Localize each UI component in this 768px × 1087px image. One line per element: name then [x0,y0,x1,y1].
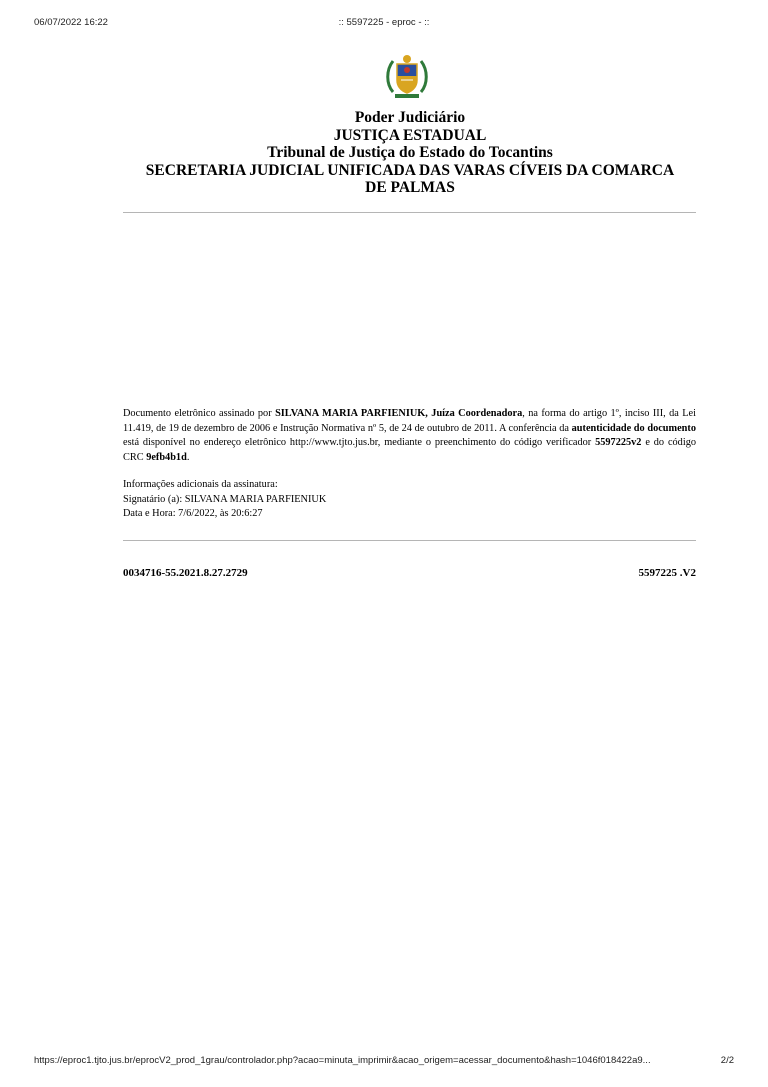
print-footer [34,1055,734,1069]
additional-info-heading: Informações adicionais da assinatura: [123,479,278,490]
document-version: 5597225 .V2 [638,567,696,579]
secretariat-title-cont: DE PALMAS [365,179,455,196]
print-url: https://eproc1.tjto.jus.br/eprocV2_prod_1grau/controlador.php?acao=minuta_imprimir&acao_origem=acessar_documento&hash=1046f018422a9... [34,1055,651,1066]
process-info-row [123,567,696,583]
process-number: 0034716-55.2021.8.27.2729 [123,567,248,579]
page-number: 2/2 [720,1055,734,1066]
emblem-star [403,55,411,63]
header-divider [123,212,696,213]
signatory-line: Signatário (a): SILVANA MARIA PARFIENIUK [123,493,327,505]
verifier-code: 5597225v2 [595,437,642,449]
crc-code: 9efb4b1d [146,452,187,464]
footer-divider [123,540,696,541]
electronic-signature-text: Documento eletrônico assinado por SILVANA MARIA PARFIENIUK, Juíza Coordenadora, na forma do artigo 1º, inciso III, da Lei 11.419, de 19 de dezembro de 2006 e Instrução Normativa nº 5, de 24 de outubro de 2011. A conferência da autenticidade do documento está disponível no endereço eletrônico http://www.tjto.jus.br, mediante o preenchimento do código verificador 5597225v2 e do código CRC 9efb4b1d. [123,408,696,464]
authenticity-label: autenticidade do documento [571,422,696,434]
emblem-right-laurel [421,61,426,92]
additional-signature-info [123,478,696,522]
state-justice-title: JUSTIÇA ESTADUAL [333,126,487,144]
emblem-ribbon [395,94,419,98]
secretariat-title: SECRETARIA JUDICIAL UNIFICADA DAS VARAS CÍVEIS DA COMARCA [145,161,675,179]
emblem-left-laurel [388,61,393,92]
print-datetime: 06/07/2022 16:22 [34,17,108,28]
court-emblem-icon [383,50,431,102]
print-header [34,17,734,31]
court-header [120,109,700,197]
signature-datetime: Data e Hora: 7/6/2022, às 20:6:27 [123,508,263,520]
print-page-title: :: 5597225 - eproc - :: [338,17,430,28]
judiciary-title: Poder Judiciário [354,109,466,126]
signer-name: SILVANA MARIA PARFIENIUK, Juíza Coordenadora [275,408,523,419]
tribunal-title: Tribunal de Justiça do Estado do Tocantins [267,144,553,161]
